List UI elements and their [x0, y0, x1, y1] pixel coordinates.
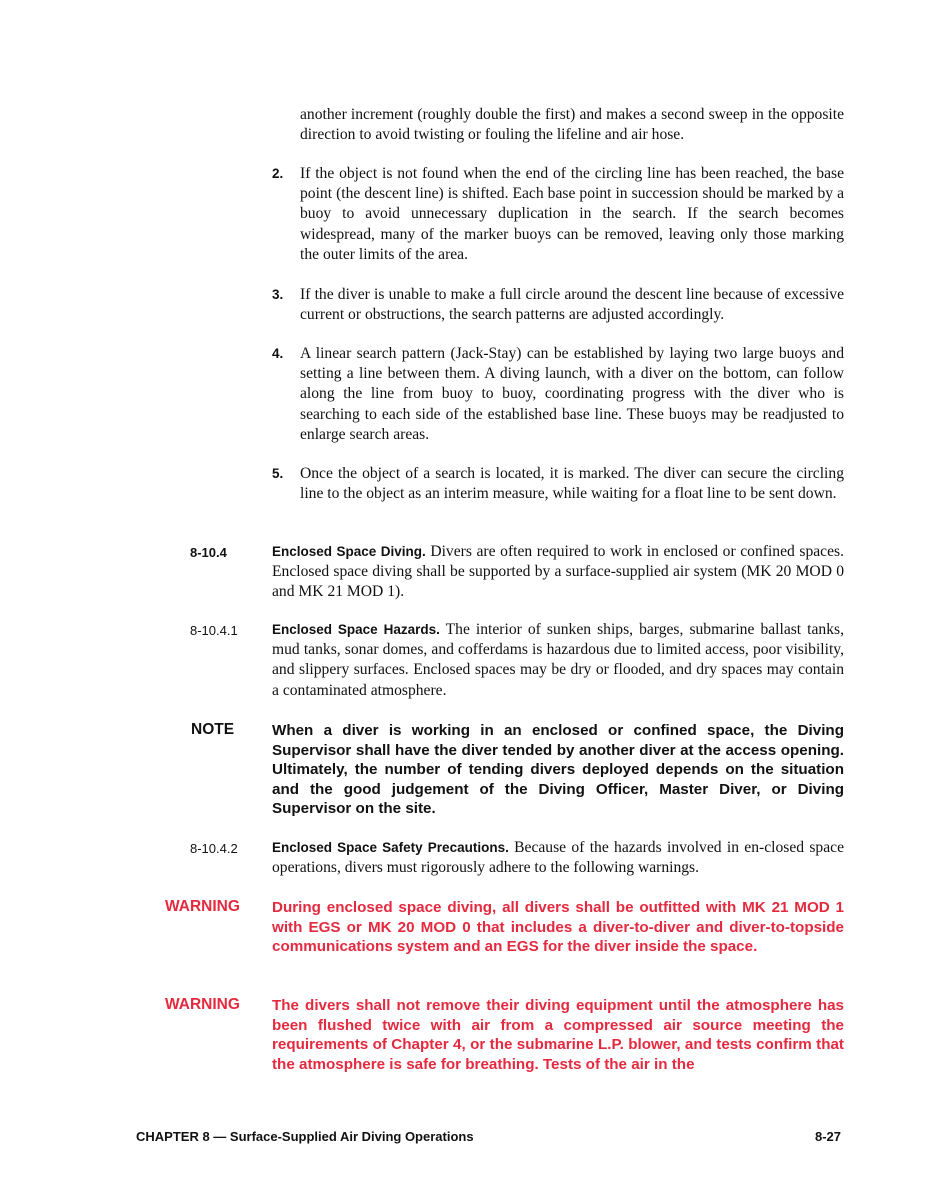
section-number: 8-10.4 [190, 545, 227, 560]
warning-text: The divers shall not remove their diving equipment until the atmosphere has been flushed twice with air from a compressed air source meeting the requirements of Chapter 4, or the submarine L.P. blower, and tests confirm that the atmosphere is safe for breathing. Tests of the air in the [272, 997, 844, 1073]
section-text: Because of the hazards involved in en-closed space operations, divers must rigorously adhere to the following warnings. [272, 839, 844, 877]
section-heading: Enclosed Space Hazards. [272, 622, 440, 637]
continuation-paragraph: another increment (roughly double the first) and makes a second sweep in the opposite direction to avoid twisting or fouling the lifeline and air hose. [300, 106, 844, 144]
warning-text: During enclosed space diving, all divers shall be outfitted with MK 21 MOD 1 with EGS or MK 20 MOD 0 that includes a diver-to-diver and diver-to-topside communications system and an EGS for the diver inside the space. [272, 899, 844, 956]
section-paragraph [272, 542, 844, 603]
list-item-number: 5. [272, 466, 284, 481]
footer-page-number: 8-27 [815, 1129, 842, 1144]
warning-label: WARNING [165, 898, 240, 915]
list-item-number: 4. [272, 346, 284, 361]
list-item-number: 2. [272, 166, 284, 181]
section-heading: Enclosed Space Safety Precautions. [272, 840, 509, 855]
list-item-text: If the diver is unable to make a full circle around the descent line because of excessive current or obstructions, the search patterns are adjusted accordingly. [300, 286, 844, 324]
section-text: The interior of sunken ships, barges, submarine ballast tanks, mud tanks, sonar domes, and cofferdams is hazardous due to limited access, poor visibility, and slippery surfaces. Enclosed spaces may be dry or flooded, and dry spaces may contain a contaminated atmosphere. [272, 621, 844, 699]
footer-chapter: CHAPTER 8 — Surface-Supplied Air Diving Operations [136, 1129, 474, 1144]
note-label: NOTE [191, 721, 235, 738]
note-text: When a diver is working in an enclosed or confined space, the Diving Supervisor shall have the diver tended by another diver at the access opening. Ultimately, the number of tending divers deployed depends on the situation and the good judgement of the Diving Officer, Master Diver, or Diving Supervisor on the site. [272, 722, 844, 818]
section-heading: Enclosed Space Diving. [272, 544, 426, 559]
list-item-text: If the object is not found when the end of the circling line has been reached, the base point (the descent line) is shifted. Each base point in succession should be marked by a buoy to avoid unnecessary duplication in the search. If the search becomes widespread, many of the marker buoys can be removed, leaving only those marking the outer limits of the area. [300, 165, 844, 263]
section-paragraph [272, 620, 844, 701]
section-text: Divers are often required to work in enclosed or confined spaces. Enclosed space diving shall be supported by a surface-supplied air system (MK 20 MOD 0 and MK 21 MOD 1). [272, 543, 844, 601]
list-item-text: A linear search pattern (Jack-Stay) can be established by laying two large buoys and setting a line between them. A diving launch, with a diver on the bottom, can follow along the line from buoy to buoy, coordinating progress with the diver who is searching to each side of the established base line. These buoys may be readjusted to enlarge search areas. [300, 345, 844, 443]
warning-label: WARNING [165, 996, 240, 1013]
section-number: 8-10.4.1 [190, 623, 238, 638]
section-paragraph [272, 838, 844, 878]
list-item-number: 3. [272, 287, 284, 302]
section-number: 8-10.4.2 [190, 841, 238, 856]
list-item-text: Once the object of a search is located, it is marked. The diver can secure the circling line to the object as an interim measure, while waiting for a float line to be sent down. [300, 465, 844, 503]
